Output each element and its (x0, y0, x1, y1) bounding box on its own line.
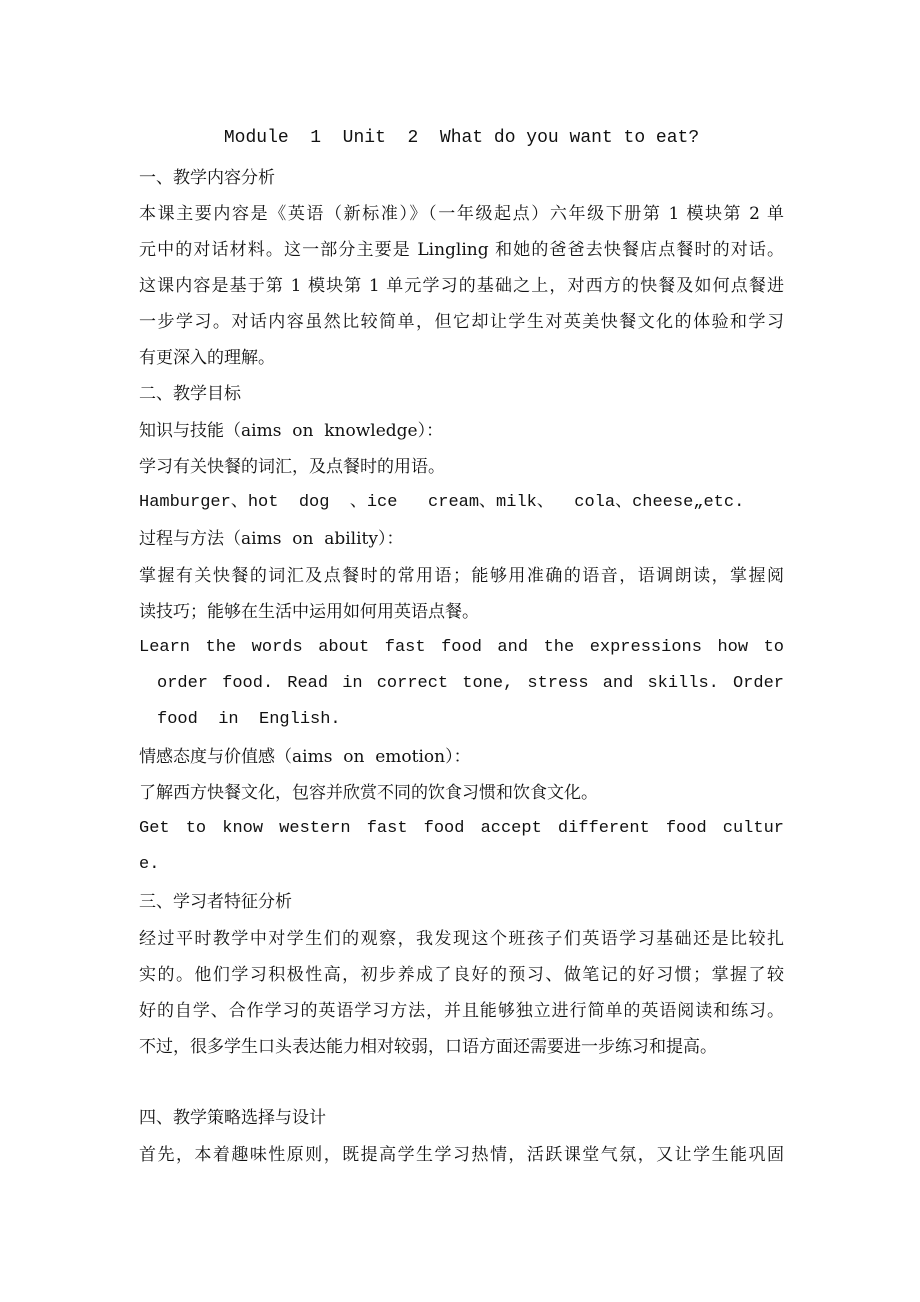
paragraph-line: 读技巧；能够在生活中运用如何用英语点餐。 (139, 602, 479, 622)
paragraph-line: 经过平时教学中对学生们的观察，我发现这个班孩子们英语学习基础还是比较扎 (139, 929, 784, 949)
paragraph-line: 元中的对话材料。这一部分主要是 Lingling 和她的爸爸去快餐店点餐时的对话。 (139, 240, 784, 260)
section-heading-content-analysis: 一、教学内容分析 (139, 168, 275, 188)
paragraph-line: 本课主要内容是《英语（新标准）》（一年级起点）六年级下册第 1 模块第 2 单 (139, 204, 784, 224)
emotion-label: 情感态度与价值感（aims on emotion）： (139, 747, 471, 767)
paragraph-line-en: e. (139, 855, 160, 874)
knowledge-text: 学习有关快餐的词汇，及点餐时的用语。 (139, 457, 445, 477)
document-title: Module 1 Unit 2 What do you want to eat? (223, 128, 700, 148)
ability-label: 过程与方法（aims on ability）： (139, 529, 404, 549)
fast-food-words: Hamburger、hot dog 、ice cream、milk、 cola、cheese„etc. (139, 493, 745, 512)
paragraph-line: 这课内容是基于第 1 模块第 1 单元学习的基础之上，对西方的快餐及如何点餐进 (139, 276, 784, 296)
emotion-text: 了解西方快餐文化，包容并欣赏不同的饮食习惯和饮食文化。 (139, 783, 598, 803)
paragraph-line-en: Learn the words about fast food and the expressions how to (139, 638, 784, 657)
paragraph-line: 首先，本着趣味性原则，既提高学生学习热情，活跃课堂气氛，又让学生能巩固 (139, 1145, 784, 1165)
paragraph-line-en: food in English. (157, 710, 341, 729)
knowledge-label: 知识与技能（aims on knowledge）： (139, 421, 444, 441)
paragraph-line: 好的自学、合作学习的英语学习方法，并且能够独立进行简单的英语阅读和练习。 (139, 1001, 784, 1021)
paragraph-line: 有更深入的理解。 (139, 348, 275, 368)
section-heading-learner-analysis: 三、学习者特征分析 (139, 892, 292, 912)
paragraph-line: 一步学习。对话内容虽然比较简单，但它却让学生对英美快餐文化的体验和学习 (139, 312, 784, 332)
paragraph-line: 掌握有关快餐的词汇及点餐时的常用语；能够用准确的语音，语调朗读，掌握阅 (139, 566, 784, 586)
paragraph-line: 实的。他们学习积极性高，初步养成了良好的预习、做笔记的好习惯；掌握了较 (139, 965, 784, 985)
section-heading-teaching-goals: 二、教学目标 (139, 384, 241, 404)
paragraph-line: 不过，很多学生口头表达能力相对较弱，口语方面还需要进一步练习和提高。 (139, 1037, 717, 1057)
paragraph-line-en: Get to know western fast food accept different food cultur (139, 819, 784, 838)
section-heading-teaching-strategy: 四、教学策略选择与设计 (139, 1108, 326, 1128)
paragraph-line-en: order food. Read in correct tone, stress and skills. Order (157, 674, 784, 693)
